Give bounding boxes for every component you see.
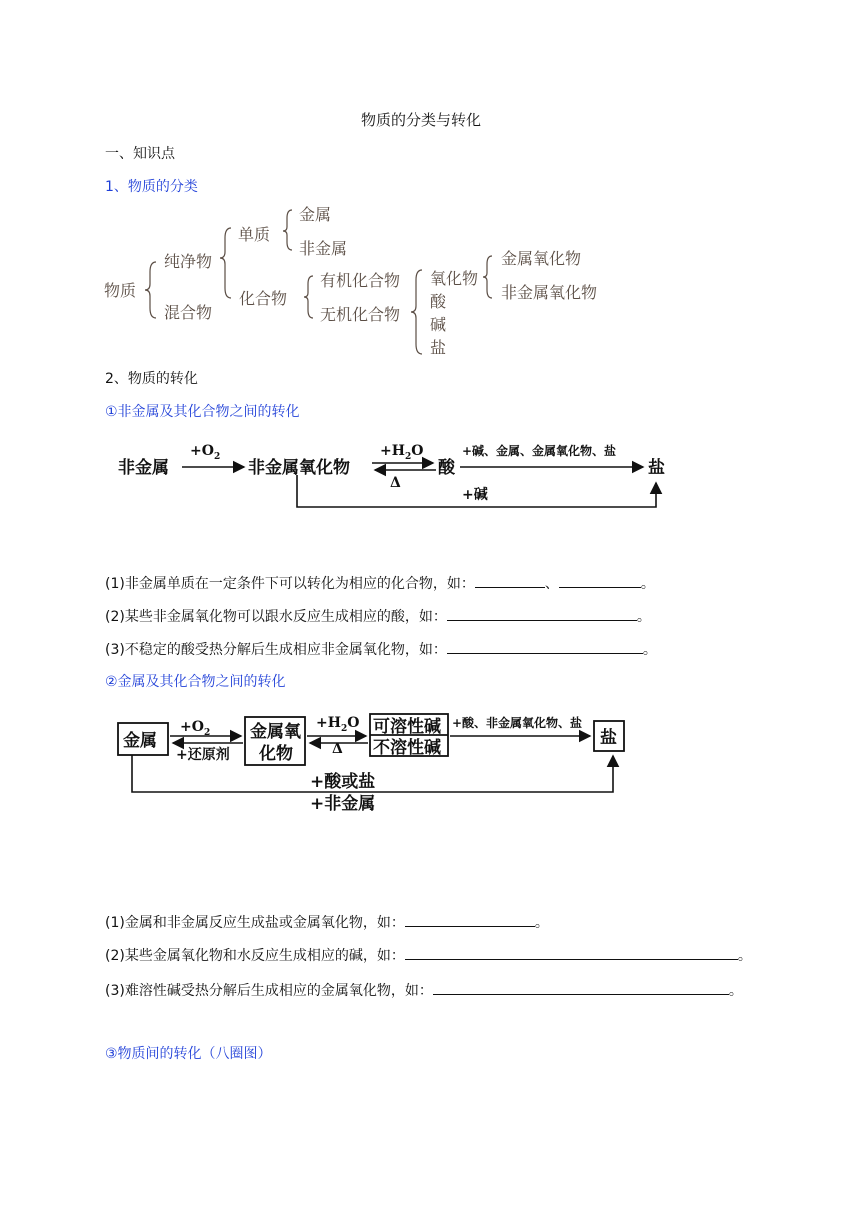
answer-blank[interactable] — [559, 573, 641, 588]
tree-metal-oxide: 金属氧化物 — [501, 249, 582, 268]
d2-heat-symbol: Δ — [332, 741, 343, 757]
tree-root: 物质 — [104, 281, 137, 300]
question-6: (3)难溶性碱受热分解后生成相应的金属氧化物，如： 。 — [105, 980, 743, 1000]
page-title: 物质的分类与转化 — [361, 111, 482, 129]
question-5: (2)某些金属氧化物和水反应生成相应的碱，如： 。 — [105, 945, 752, 965]
tree-nonmetal-oxide: 非金属氧化物 — [501, 283, 598, 302]
d1-nonmetal: 非金属 — [118, 458, 169, 478]
d2-salt: 盐 — [600, 728, 617, 748]
tree-metal: 金属 — [299, 205, 332, 224]
answer-blank[interactable] — [433, 980, 729, 995]
d1-arrow-acid-salt: +碱、金属、金属氧化物、盐 — [462, 444, 617, 458]
classification-tree — [100, 200, 620, 360]
section-heading: 一、知识点 — [105, 146, 175, 162]
d1-arrow-base: +碱 — [462, 487, 488, 503]
d2-metal-oxide-line2: 化物 — [259, 744, 293, 764]
nonmetal-heading: ①非金属及其化合物之间的转化 — [105, 404, 300, 420]
d2-arrow-nonmetal: +非金属 — [310, 794, 376, 814]
answer-blank[interactable] — [475, 573, 545, 588]
tree-mixture: 混合物 — [164, 303, 213, 322]
subsection-transformation: 2、物质的转化 — [105, 371, 198, 387]
tree-inorganic: 无机化合物 — [320, 305, 401, 324]
brace-pure — [220, 228, 231, 298]
tree-organic: 有机化合物 — [320, 271, 401, 290]
d2-soluble-base: 可溶性碱 — [373, 717, 441, 737]
brace-element — [283, 210, 292, 250]
tree-pure: 纯净物 — [164, 252, 213, 271]
brace-oxide — [483, 256, 492, 298]
tree-compound: 化合物 — [239, 289, 288, 308]
metal-diagram — [110, 710, 640, 820]
answer-blank[interactable] — [447, 639, 643, 654]
d2-arrow-acid-or-salt: +酸或盐 — [310, 772, 376, 792]
tree-acid: 酸 — [430, 292, 447, 311]
d1-arrow-o2: $+O_2$ — [190, 443, 221, 462]
brace-root — [145, 262, 156, 318]
tree-nonmetal: 非金属 — [299, 239, 348, 258]
metal-heading: ②金属及其化合物之间的转化 — [105, 674, 286, 690]
d2-arrow-h2o: $+H_2O$ — [316, 715, 360, 734]
eight-circle-heading: ③物质间的转化（八圈图） — [105, 1046, 272, 1062]
d2-metal: 金属 — [123, 731, 157, 751]
brace-inorganic — [411, 270, 422, 354]
tree-base: 碱 — [430, 315, 447, 334]
tree-oxide: 氧化物 — [430, 269, 479, 288]
brace-compound — [304, 276, 313, 318]
question-2: (2)某些非金属氧化物可以跟水反应生成相应的酸，如： 。 — [105, 606, 651, 626]
d2-arrow-o2: $+O_2$ — [180, 719, 211, 738]
d1-arrow-h2o: $+H_2O$ — [380, 443, 424, 462]
d2-insoluble-base: 不溶性碱 — [373, 738, 441, 758]
d1-acid: 酸 — [438, 458, 455, 478]
question-1: (1)非金属单质在一定条件下可以转化为相应的化合物，如： 、 。 — [105, 573, 655, 593]
d1-heat-symbol: Δ — [390, 475, 401, 491]
d1-salt: 盐 — [648, 458, 665, 478]
d1-nonmetal-oxide: 非金属氧化物 — [248, 458, 350, 478]
answer-blank[interactable] — [447, 606, 637, 621]
question-3: (3)不稳定的酸受热分解后生成相应非金属氧化物，如： 。 — [105, 639, 657, 659]
tree-salt: 盐 — [430, 338, 447, 357]
question-4: (1)金属和非金属反应生成盐或金属氧化物，如： 。 — [105, 912, 549, 932]
nonmetal-diagram — [110, 435, 680, 515]
d2-arrow-acid-salt: +酸、非金属氧化物、盐 — [452, 716, 583, 730]
answer-blank[interactable] — [405, 945, 738, 960]
d2-arrow-reducer: +还原剂 — [176, 747, 230, 763]
answer-blank[interactable] — [405, 912, 535, 927]
tree-element: 单质 — [238, 225, 271, 244]
d2-metal-oxide-line1: 金属氧 — [250, 722, 301, 742]
subsection-classification: 1、物质的分类 — [105, 179, 198, 195]
